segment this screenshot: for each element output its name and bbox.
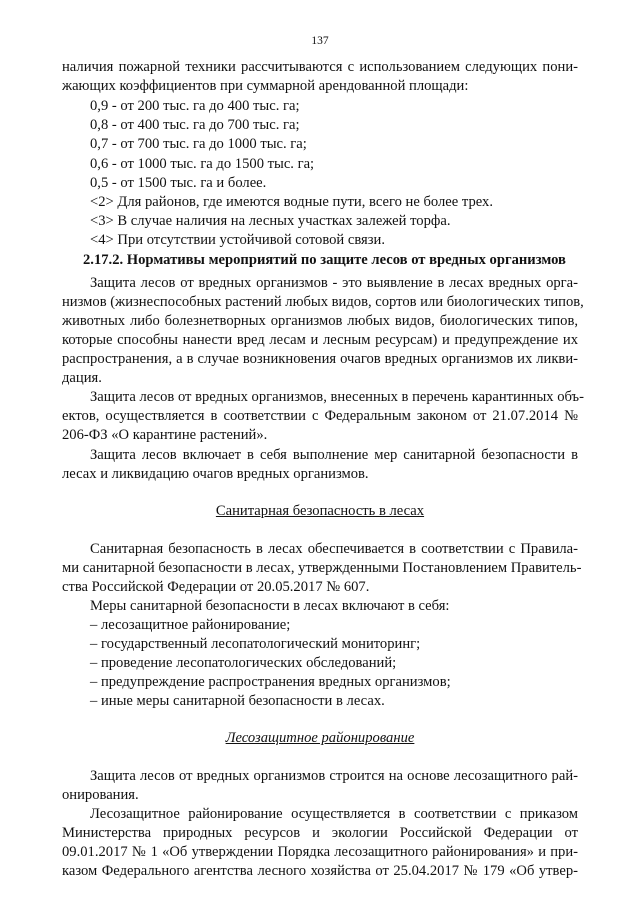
footnote: <2> Для районов, где имеются водные пути, всего не более трех.: [90, 194, 493, 210]
para2-line: ектов, осуществляется в соответствии с Федеральным законом от 21.07.2014 №: [62, 408, 578, 424]
measure-item: – лесозащитное районирование;: [90, 617, 291, 633]
para1-line: дация.: [62, 370, 102, 386]
intro-line-1: наличия пожарной техники рассчитываются с использованием следующих пони-: [62, 59, 578, 75]
subheading-sanitary-safety: Санитарная безопасность в лесах: [215, 503, 425, 519]
measure-item: – предупреждение распространения вредных организмов;: [90, 674, 451, 690]
para5-line: онирования.: [62, 787, 139, 803]
coefficient-item: 0,5 - от 1500 тыс. га и более.: [90, 175, 267, 191]
para1-line: Защита лесов от вредных организмов - это выявление в лесах вредных орга-: [90, 275, 578, 291]
measure-item: – проведение лесопатологических обследований;: [90, 655, 397, 671]
coefficient-item: 0,6 - от 1000 тыс. га до 1500 тыс. га;: [90, 156, 315, 172]
para1-line: которые способны нанести вред лесам и лесным ресурсам) и предупреждение их: [62, 332, 578, 348]
para1-line: животных либо болезнетворных организмов любых видов, биологических типов,: [62, 313, 578, 329]
para2-line: Защита лесов от вредных организмов, внесенных в перечень карантинных объ-: [90, 389, 584, 405]
section-heading: 2.17.2. Нормативы мероприятий по защите лесов от вредных организмов: [83, 252, 566, 268]
measure-item: – иные меры санитарной безопасности в лесах.: [90, 693, 385, 709]
para6-line: Министерства природных ресурсов и экологии Российской Федерации от: [62, 825, 578, 841]
coefficient-item: 0,8 - от 400 тыс. га до 700 тыс. га;: [90, 117, 300, 133]
para3-line: Защита лесов включает в себя выполнение мер санитарной безопасности в: [90, 447, 578, 463]
para4-line: ми санитарной безопасности в лесах, утвержденными Постановлением Правитель-: [62, 560, 582, 576]
intro-line-2: жающих коэффициентов при суммарной арендованной площади:: [62, 78, 469, 94]
para4-line: Санитарная безопасность в лесах обеспечивается в соответствии с Правила-: [90, 541, 578, 557]
para6-line: казом Федерального агентства лесного хозяйства от 25.04.2017 № 179 «Об утвер-: [62, 863, 578, 879]
footnote: <3> В случае наличия на лесных участках залежей торфа.: [90, 213, 451, 229]
para6-line: 09.01.2017 № 1 «Об утверждении Порядка лесозащитного районирования» и при-: [62, 844, 578, 860]
subheading-zoning: Лесозащитное районирование: [225, 730, 415, 746]
footnote: <4> При отсутствии устойчивой сотовой связи.: [90, 232, 385, 248]
page-number: 137: [311, 35, 329, 47]
measure-item: – государственный лесопатологический мониторинг;: [90, 636, 421, 652]
coefficient-item: 0,9 - от 200 тыс. га до 400 тыс. га;: [90, 98, 300, 114]
para1-line: низмов (жизнеспособных растений любых видов, сортов или биологических типов,: [62, 294, 584, 310]
measures-intro: Меры санитарной безопасности в лесах включают в себя:: [90, 598, 450, 614]
coefficient-item: 0,7 - от 700 тыс. га до 1000 тыс. га;: [90, 136, 307, 152]
para6-line: Лесозащитное районирование осуществляется в соответствии с приказом: [90, 806, 578, 822]
para2-line: 206-ФЗ «О карантине растений».: [62, 427, 268, 443]
para4-line: ства Российской Федерации от 20.05.2017 № 607.: [62, 579, 370, 595]
para5-line: Защита лесов от вредных организмов строится на основе лесозащитного рай-: [90, 768, 578, 784]
para3-line: лесах и ликвидацию очагов вредных организмов.: [62, 466, 369, 482]
para1-line: распространения, а в случае возникновения очагов вредных организмов их ликви-: [62, 351, 578, 367]
